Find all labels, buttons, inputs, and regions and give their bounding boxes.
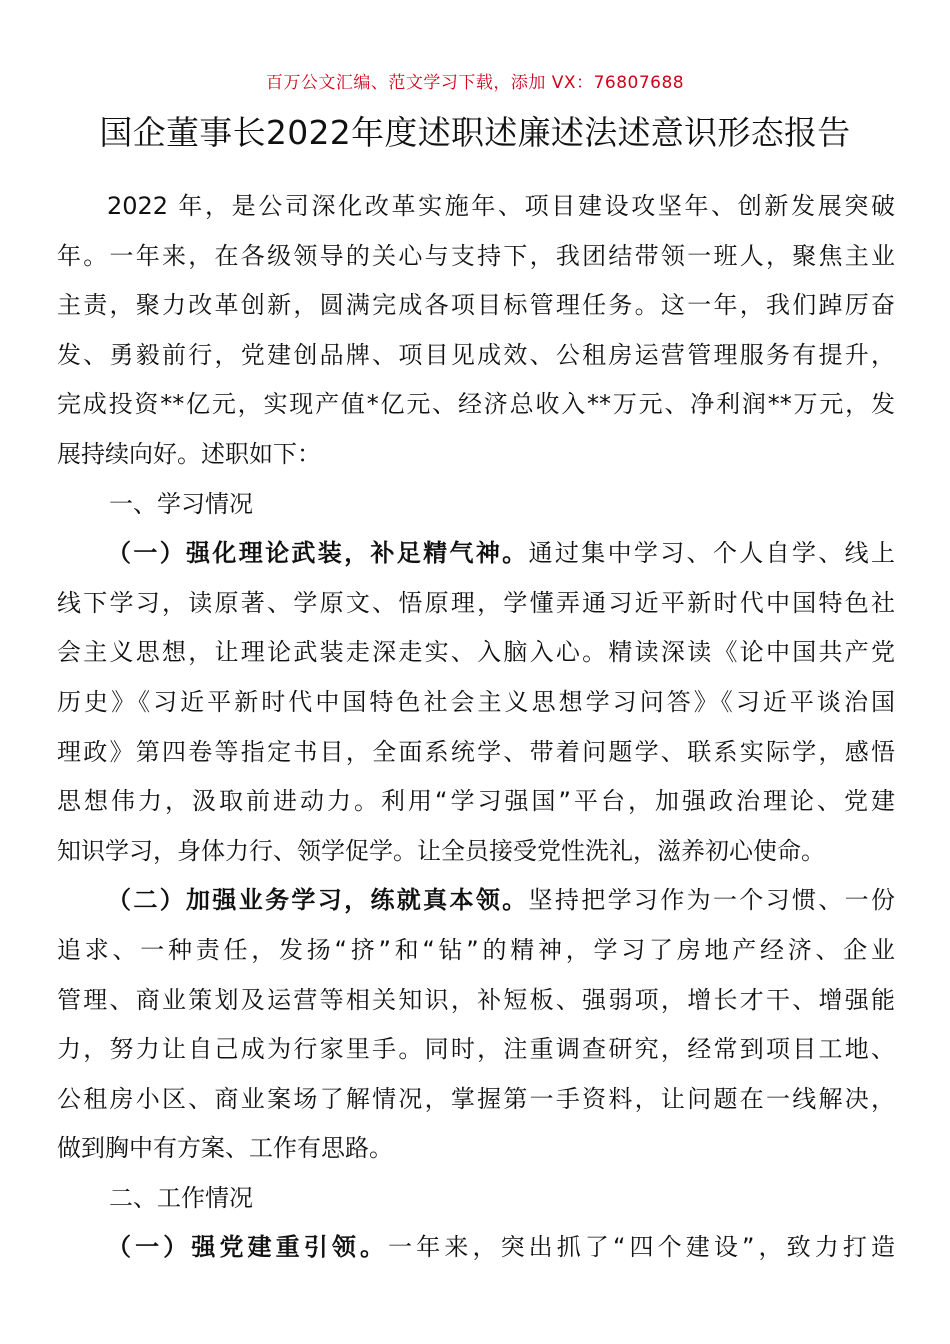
paragraph-line: 知识学习，身体力行、领学促学。让全员接受党性洗礼，滋养初心使命。 bbox=[57, 836, 825, 865]
watermark-text: 百万公文汇编、范文学习下载，添加 VX：76807688 bbox=[265, 73, 685, 93]
paragraph-line: 管理、商业策划及运营等相关知识，补短板、强弱项，增长才干、增强能 bbox=[57, 985, 895, 1014]
paragraph-line: 会主义思想，让理论武装走深走实、入脑入心。精读深读《论中国共产党 bbox=[57, 638, 895, 667]
item-text: 一年来，突出抓了“四个建设”，致力打造 bbox=[388, 1233, 895, 1262]
paragraph-line: 展持续向好。述职如下： bbox=[57, 439, 321, 468]
paragraph-line: 公租房小区、商业案场了解情况，掌握第一手资料，让问题在一线解决， bbox=[57, 1084, 895, 1113]
paragraph-line: 做到胸中有方案、工作有思路。 bbox=[57, 1134, 393, 1163]
paragraph-line bbox=[57, 876, 895, 926]
paragraph-line: 历史》《习近平新时代中国特色社会主义思想学习问答》《习近平谈治国 bbox=[57, 687, 895, 716]
item-lead: （一）强化理论武装，补足精气神。 bbox=[107, 539, 529, 568]
item-lead: （二）加强业务学习，练就真本领。 bbox=[107, 886, 529, 915]
section-heading: 一、学习情况 bbox=[109, 489, 253, 518]
paragraph-line: 线下学习，读原著、学原文、悟原理，学懂弄通习近平新时代中国特色社 bbox=[57, 588, 895, 617]
paragraph-line: 年。一年来，在各级领导的关心与支持下，我团结带领一班人，聚焦主业 bbox=[57, 241, 895, 270]
item-text: 坚持把学习作为一个习惯、一份 bbox=[528, 886, 896, 915]
paragraph-line: 完成投资**亿元，实现产值*亿元、经济总收入**万元、净利润**万元，发 bbox=[57, 390, 895, 419]
paragraph-line bbox=[57, 529, 895, 579]
paragraph-line bbox=[57, 1223, 895, 1273]
paragraph-line: 发、勇毅前行，党建创品牌、项目见成效、公租房运营管理服务有提升， bbox=[57, 340, 895, 369]
page-title: 国企董事长2022年度述职述廉述法述意识形态报告 bbox=[99, 113, 851, 152]
paragraph-line: 主责，聚力改革创新，圆满完成各项目标管理任务。这一年，我们踔厉奋 bbox=[57, 291, 895, 320]
item-text: 通过集中学习、个人自学、线上 bbox=[528, 539, 896, 568]
document-body bbox=[57, 182, 895, 1273]
paragraph-line: 力，努力让自己成为行家里手。同时，注重调查研究，经常到项目工地、 bbox=[57, 1035, 895, 1064]
section-heading: 二、工作情况 bbox=[109, 1183, 253, 1212]
paragraph-line: 思想伟力，汲取前进动力。利用“学习强国”平台，加强政治理论、党建 bbox=[57, 787, 895, 816]
paragraph-line: 理政》第四卷等指定书目，全面系统学、带着问题学、联系实际学，感悟 bbox=[57, 737, 895, 766]
paragraph-line: 2022 年，是公司深化改革实施年、项目建设攻坚年、创新发展突破 bbox=[107, 192, 895, 220]
paragraph-line: 追求、一种责任，发扬“挤”和“钻”的精神，学习了房地产经济、企业 bbox=[57, 935, 895, 964]
item-lead: （一）强党建重引领。 bbox=[107, 1233, 389, 1262]
